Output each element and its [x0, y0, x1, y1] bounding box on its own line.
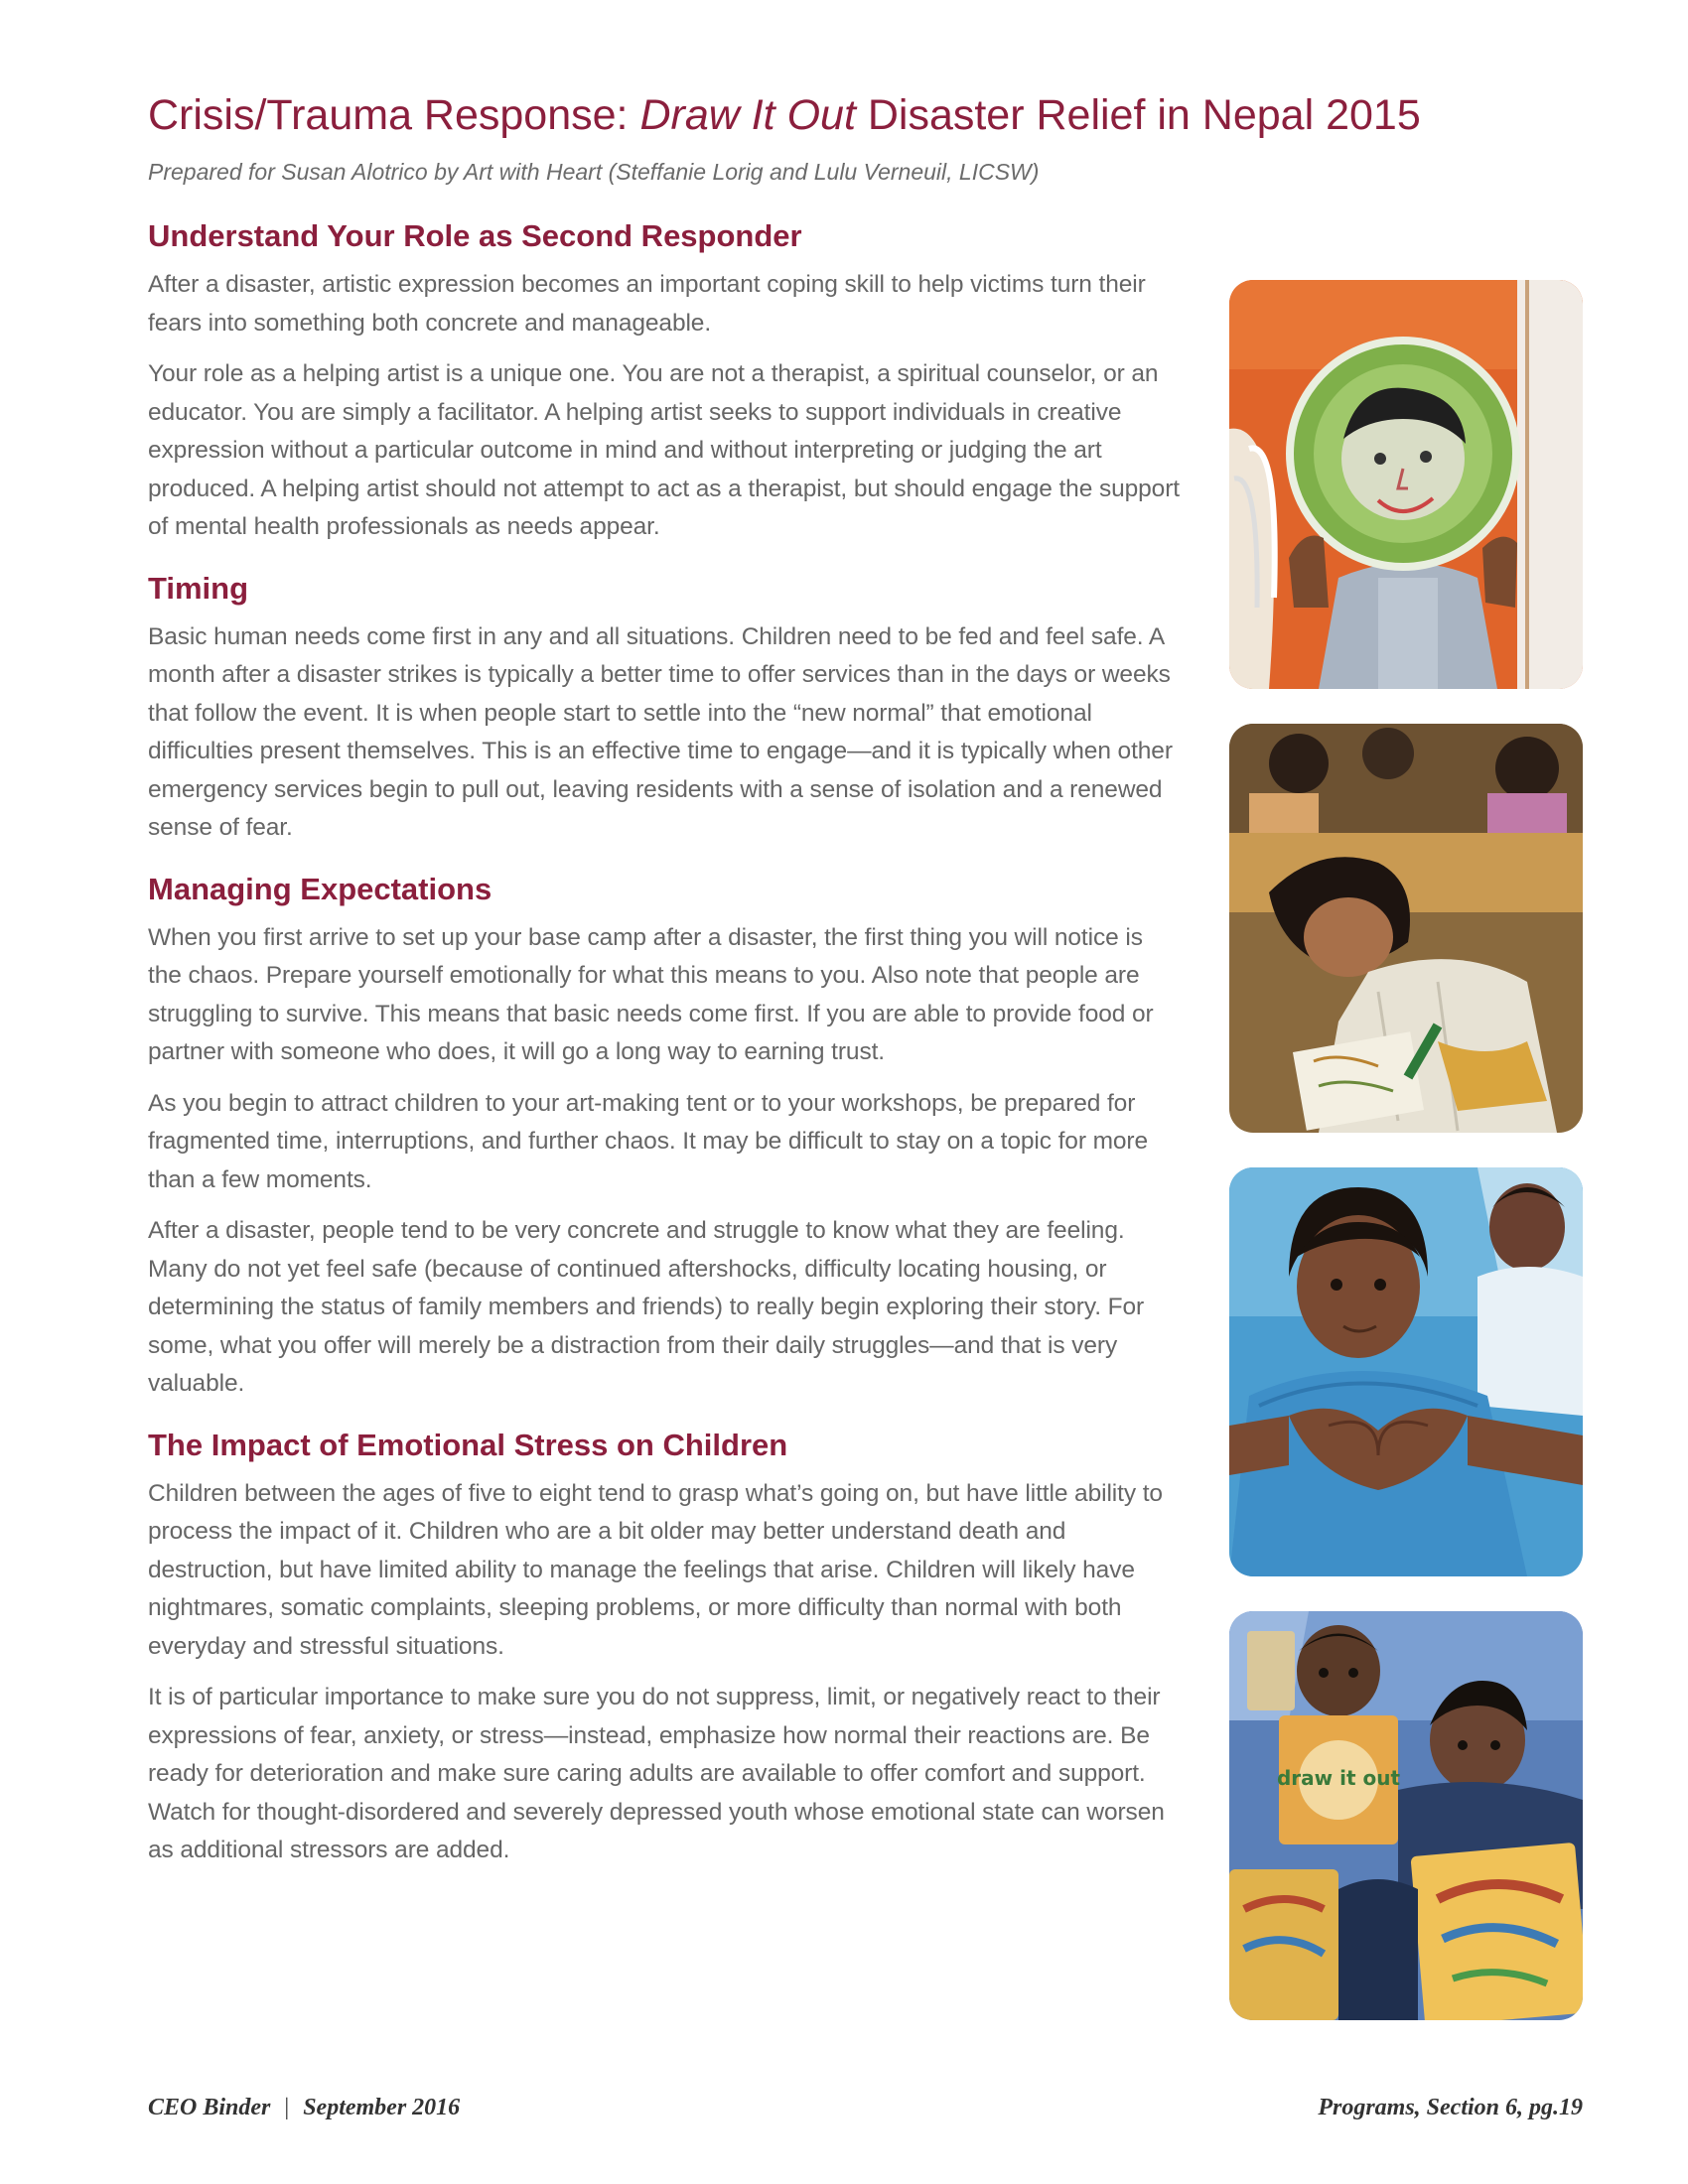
photo-illustration: [1229, 724, 1583, 1133]
page-subtitle: Prepared for Susan Alotrico by Art with Heart (Steffanie Lorig and Lulu Verneuil, LICSW): [148, 159, 1040, 185]
section-second-responder: [148, 216, 1181, 547]
section-heading: Managing Expectations: [148, 871, 492, 906]
section-timing: [148, 569, 1181, 848]
body-paragraph: After a disaster, people tend to be very concrete and struggle to know what they are feeling. Many do not yet feel safe (because of continued aftershocks, difficulty locating housing, or determining the status of family members and friends) to really begin exploring their story. For some, what you offer will merely be a distraction from their daily struggles—and that is very valuable.: [148, 1217, 1145, 1397]
page-title: [148, 89, 1421, 141]
photo-illustration: [1229, 280, 1583, 689]
body-paragraph: After a disaster, artistic expression becomes an important coping skill to help victims turn their fears into something both concrete and manageable.: [148, 271, 1146, 337]
footer-separator: |: [284, 2095, 290, 2120]
body-paragraph: It is of particular importance to make sure you do not suppress, limit, or negatively react to their expressions of fear, anxiety, or stress—instead, emphasize how normal their reactions are. Be ready for deterioration and make sure caring adults are available to offer comfort and support. Watch for thought-disordered and severely depressed youth whose emotional state can worsen as additional stressors are added.: [148, 1684, 1165, 1863]
section-emotional-stress: [148, 1426, 1181, 1870]
section-heading: The Impact of Emotional Stress on Children: [148, 1427, 788, 1462]
body-paragraph: Your role as a helping artist is a unique one. You are not a therapist, a spiritual counselor, or an educator. You are simply a facilitator. A helping artist seeks to support individuals in creative expression without a particular outcome in mind and without interpreting or judging the art produced. A helping artist should not attempt to act as a therapist, but should engage the support of mental health professionals as needs appear.: [148, 360, 1180, 540]
photo-illustration: [1229, 1167, 1583, 1576]
title-suffix: Disaster Relief in Nepal 2015: [855, 91, 1421, 139]
body-paragraph: When you first arrive to set up your base camp after a disaster, the first thing you will notice is the chaos. Prepare yourself emotionally for what this means to you. Also note that people are struggling to survive. This means that basic needs come first. If you are able to provide food or partner with someone who does, it will go a long way to earning trust.: [148, 923, 1154, 1065]
footer-left: [148, 2095, 460, 2121]
footer-document-name: CEO Binder: [148, 2095, 271, 2120]
body-paragraph: Basic human needs come first in any and all situations. Children need to be fed and feel safe. A month after a disaster strikes is typically a better time to offer services than in the days or weeks that follow the event. It is when people start to settle into the “new normal” that emotional difficulties present themselves. This is an effective time to engage—and it is typically when other emergency services begin to pull out, leaving residents with a sense of isolation and a renewed sense of fear.: [148, 622, 1173, 841]
body-paragraph: Children between the ages of five to eight tend to grasp what’s going on, but have little ability to process the impact of it. Children who are a bit older may better understand death and destruction, but have limited ability to manage the feelings that arise. Children will likely have nightmares, somatic complaints, sleeping problems, or more difficulty than normal with both everyday and stressful situations.: [148, 1479, 1163, 1660]
section-managing-expectations: [148, 870, 1181, 1404]
photo-children-holding-draw-it-out-books: [1229, 1611, 1583, 2020]
book-cover-text: draw it out: [1276, 1766, 1401, 1790]
footer-page-reference: Programs, Section 6, pg.19: [1318, 2095, 1583, 2120]
photo-boy-making-heart-hands: [1229, 1167, 1583, 1576]
title-prefix: Crisis/Trauma Response:: [148, 91, 640, 139]
section-heading: Timing: [148, 570, 249, 606]
body-paragraph: As you begin to attract children to your art-making tent or to your workshops, be prepared for fragmented time, interruptions, and further chaos. It may be difficult to stay on a topic for more than a few moments.: [148, 1089, 1148, 1193]
main-content: [148, 216, 1181, 1892]
photo-illustration: [1229, 1611, 1583, 2020]
photo-child-holding-paper-plate-face: [1229, 280, 1583, 689]
photo-column: [1229, 280, 1583, 2055]
photo-girl-drawing-in-book: [1229, 724, 1583, 1133]
section-heading: Understand Your Role as Second Responder: [148, 218, 802, 253]
title-emphasis: Draw It Out: [639, 91, 856, 139]
footer-date: September 2016: [303, 2095, 461, 2120]
